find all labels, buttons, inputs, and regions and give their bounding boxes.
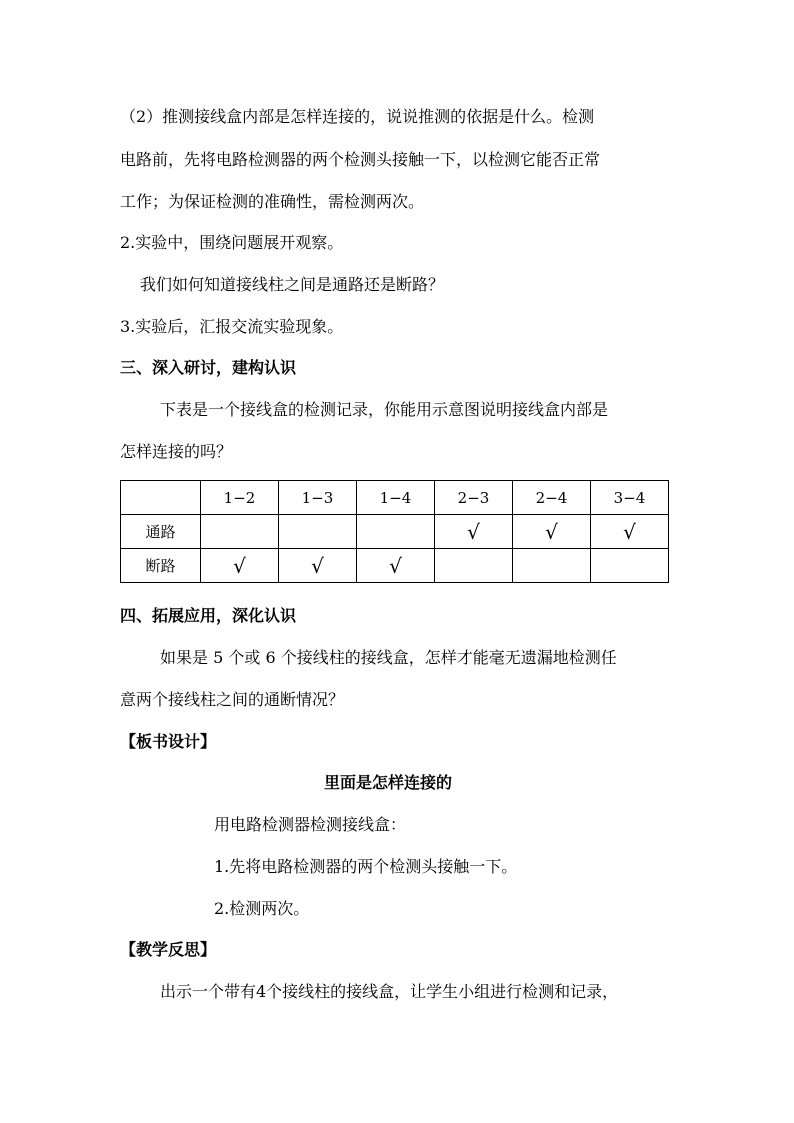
- section-4-heading: 四、拓展应用，深化认识: [120, 606, 297, 625]
- detection-record-table: [120, 480, 669, 583]
- table-cell: [357, 515, 435, 549]
- paragraph-inference-line-3: 工作；为保证检测的准确性，需检测两次。: [120, 192, 425, 211]
- table-cell: √: [201, 549, 279, 583]
- section-3-heading: 三、深入研讨，建构认识: [120, 358, 297, 377]
- table-cell: [435, 549, 513, 583]
- board-design-heading: 【板书设计】: [120, 732, 217, 751]
- table-column-header: 1−3: [279, 481, 357, 515]
- paragraph-inference-line-2: 电路前，先将电路检测器的两个检测头接触一下，以检测它能否正常: [120, 150, 601, 169]
- table-cell: √: [435, 515, 513, 549]
- table-column-header: 2−3: [435, 481, 513, 515]
- reflection-line-1: 出示一个带有4个接线柱的接线盒，让学生小组进行检测和记录，: [160, 982, 619, 1001]
- table-cell: [201, 515, 279, 549]
- table-row-label: 通路: [121, 515, 201, 549]
- table-row: [121, 549, 669, 583]
- reflection-heading: 【教学反思】: [120, 940, 217, 959]
- paragraph-question: 我们如何知道接线柱之间是通路还是断路？: [140, 275, 445, 294]
- board-line-1: 用电路检测器检测接线盒：: [214, 815, 407, 834]
- table-header-row: [121, 481, 669, 515]
- table-column-header: 2−4: [513, 481, 591, 515]
- table-row-label: 断路: [121, 549, 201, 583]
- table-cell: [591, 549, 669, 583]
- table-cell: [279, 515, 357, 549]
- table-cell: [513, 549, 591, 583]
- table-cell: √: [591, 515, 669, 549]
- board-line-2: 1.先将电路检测器的两个检测头接触一下。: [214, 857, 518, 876]
- table-cell: √: [279, 549, 357, 583]
- table-cell: √: [513, 515, 591, 549]
- paragraph-experiment-during: 2.实验中，围绕问题展开观察。: [120, 233, 344, 252]
- table-corner-cell: [121, 481, 201, 515]
- paragraph-experiment-after: 3.实验后，汇报交流实验现象。: [120, 317, 344, 336]
- section-4-body-line-2: 意两个接线柱之间的通断情况？: [120, 690, 345, 709]
- section-3-intro-line-2: 怎样连接的吗？: [120, 442, 233, 461]
- paragraph-inference-line-1: （2）推测接线盒内部是怎样连接的，说说推测的依据是什么。检测: [120, 107, 595, 126]
- table-cell: √: [357, 549, 435, 583]
- board-title: 里面是怎样连接的: [324, 773, 453, 792]
- board-line-3: 2.检测两次。: [214, 899, 310, 918]
- section-3-intro-line-1: 下表是一个接线盒的检测记录，你能用示意图说明接线盒内部是: [160, 400, 609, 419]
- table-column-header: 1−2: [201, 481, 279, 515]
- table-row: [121, 515, 669, 549]
- table-column-header: 1−4: [357, 481, 435, 515]
- table-column-header: 3−4: [591, 481, 669, 515]
- section-4-body-line-1: 如果是 5 个或 6 个接线柱的接线盒，怎样才能毫无遗漏地检测任: [160, 648, 617, 667]
